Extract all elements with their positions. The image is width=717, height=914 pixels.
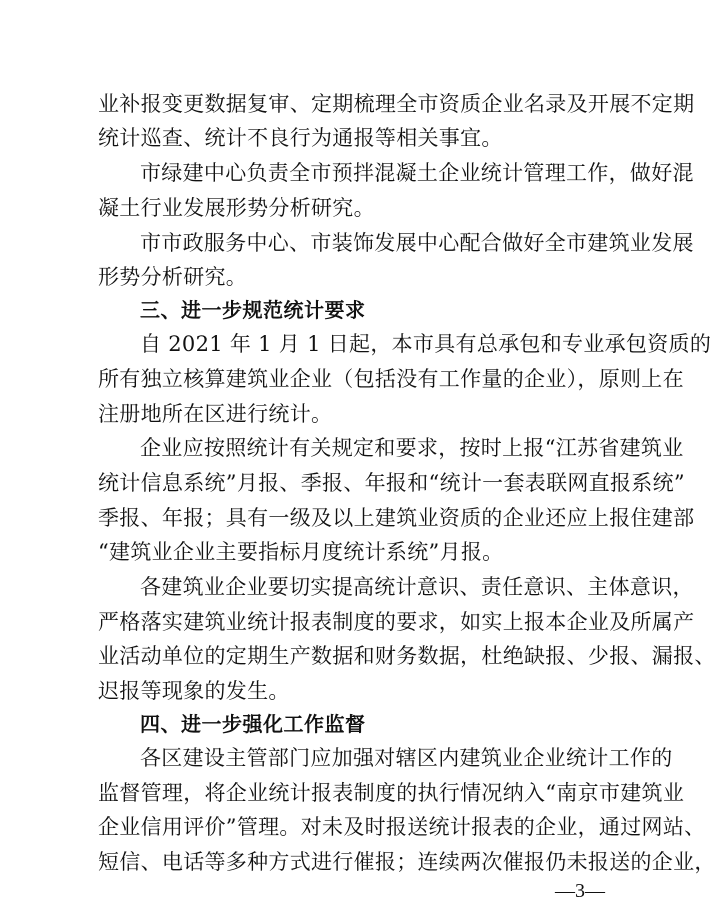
body-text-line: 形势分析研究。	[98, 265, 248, 289]
body-text-line: 注册地所在区进行统计。	[98, 402, 333, 426]
body-text-line: 凝土行业发展形势分析研究。	[98, 196, 375, 220]
body-text-line: 市市政服务中心、市装饰发展中心配合做好全市建筑业发展	[140, 231, 694, 255]
body-text-line: 所有独立核算建筑业企业（包括没有工作量的企业），原则上在	[98, 367, 684, 391]
body-text-line: 各建筑业企业要切实提高统计意识、责任意识、主体意识，	[140, 575, 694, 599]
body-text-line: 企业应按照统计有关规定和要求，按时上报“江苏省建筑业	[140, 436, 684, 460]
section-heading: 四、进一步强化工作监督	[140, 712, 366, 736]
body-text-line: 业补报变更数据复审、定期梳理全市资质企业名录及开展不定期	[98, 92, 695, 116]
body-text-line: 各区建设主管部门应加强对辖区内建筑业企业统计工作的	[140, 746, 673, 770]
body-text-line: 统计信息系统”月报、季报、年报和“统计一套表联网直报系统”	[98, 471, 685, 495]
body-text-line: 统计巡查、统计不良行为通报等相关事宜。	[98, 126, 503, 150]
body-text-line: 自 2021 年 1 月 1 日起，本市具有总承包和专业承包资质的	[140, 332, 712, 356]
body-text-line: 监督管理，将企业统计报表制度的执行情况纳入“南京市建筑业	[98, 781, 685, 805]
body-text-line: “建筑业企业主要指标月度统计系统”月报。	[98, 540, 504, 564]
body-text-line: 迟报等现象的发生。	[98, 679, 290, 703]
page-number: —3—	[555, 880, 605, 902]
section-heading: 三、进一步规范统计要求	[140, 298, 366, 322]
body-text-line: 严格落实建筑业统计报表制度的要求，如实上报本企业及所属产	[98, 610, 695, 634]
body-text-line: 短信、电话等多种方式进行催报；连续两次催报仍未报送的企业，	[98, 850, 716, 874]
body-text-line: 企业信用评价”管理。对未及时报送统计报表的企业，通过网站、	[98, 815, 706, 839]
body-text-line: 市绿建中心负责全市预拌混凝土企业统计管理工作，做好混	[140, 161, 694, 185]
body-text-line: 季报、年报；具有一级及以上建筑业资质的企业还应上报住建部	[98, 506, 695, 530]
body-text-line: 业活动单位的定期生产数据和财务数据，杜绝缺报、少报、漏报、	[98, 644, 716, 668]
